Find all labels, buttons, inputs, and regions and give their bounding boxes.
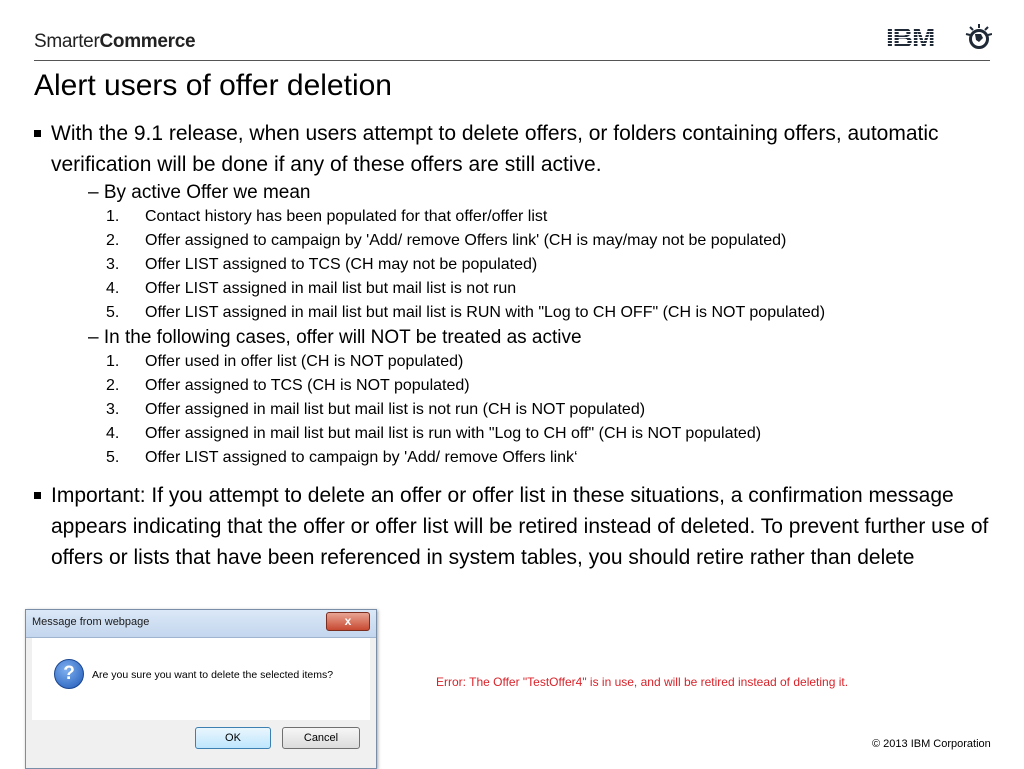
dialog-body xyxy=(32,638,370,720)
globe-icon xyxy=(966,24,992,48)
ibm-logo xyxy=(886,20,992,54)
list-item: 1. Offer used in offer list (CH is NOT populated) xyxy=(106,353,464,370)
brand-commerce: Commerce xyxy=(99,31,196,52)
square-bullet-icon xyxy=(34,130,41,137)
list-item: 5. Offer LIST assigned to campaign by 'Add/ remove Offers link‘ xyxy=(106,449,578,466)
brand-smarter: Smarter xyxy=(34,31,100,52)
bullet-important xyxy=(34,480,994,573)
bullet-important-text: Important: If you attempt to delete an offer or offer list in these situations, a confirmation message appears indicating that the offer or offer list will be retired instead of deleted. To prevent further use of offers or lists that have been referenced in system tables, you should retire rather than delete xyxy=(51,484,989,569)
active-offer-list xyxy=(34,205,994,325)
square-bullet-icon xyxy=(34,492,41,499)
ok-button[interactable]: OK xyxy=(195,727,271,749)
list-item: 4. Offer LIST assigned in mail list but mail list is not run xyxy=(106,280,517,297)
question-icon: ? xyxy=(54,659,84,689)
list-item: 3. Offer assigned in mail list but mail list is not run (CH is NOT populated) xyxy=(106,401,646,418)
sub-bullet-not-active: – In the following cases, offer will NOT be treated as active xyxy=(88,327,582,348)
confirm-dialog xyxy=(25,609,377,769)
list-item: 2. Offer assigned to campaign by 'Add/ remove Offers link' (CH is may/may not be populated) xyxy=(106,232,787,249)
error-message: Error: The Offer "TestOffer4" is in use, and will be retired instead of deleting it. xyxy=(436,675,849,689)
list-item: 2. Offer assigned to TCS (CH is NOT populated) xyxy=(106,377,470,394)
dialog-message: Are you sure you want to delete the selected items? xyxy=(92,669,334,681)
list-item: 1. Contact history has been populated for that offer/offer list xyxy=(106,208,548,225)
smarter-commerce-logo xyxy=(34,31,195,53)
bullet-release-note xyxy=(34,118,994,180)
ibm-logo-text: IBM xyxy=(886,22,935,53)
bullet-release-text: With the 9.1 release, when users attempt to delete offers, or folders containing offers, automatic verification will be done if any of these offers are still active. xyxy=(51,122,939,176)
copyright-footer: © 2013 IBM Corporation xyxy=(872,738,991,750)
list-item: 5. Offer LIST assigned in mail list but mail list is RUN with "Log to CH OFF" (CH is NOT populated) xyxy=(106,304,826,321)
sub-bullet-active-offer: – By active Offer we mean xyxy=(88,182,311,203)
list-item: 4. Offer assigned in mail list but mail list is run with "Log to CH off" (CH is NOT populated) xyxy=(106,425,762,442)
close-button[interactable]: x xyxy=(326,612,370,631)
list-item: 3. Offer LIST assigned to TCS (CH may not be populated) xyxy=(106,256,538,273)
dialog-title: Message from webpage xyxy=(32,616,150,628)
cancel-button[interactable]: Cancel xyxy=(282,727,360,749)
dialog-titlebar[interactable] xyxy=(26,610,376,638)
slide-content xyxy=(34,118,994,573)
not-active-offer-list xyxy=(34,350,994,470)
header-divider xyxy=(34,60,990,61)
slide-title: Alert users of offer deletion xyxy=(34,69,392,102)
